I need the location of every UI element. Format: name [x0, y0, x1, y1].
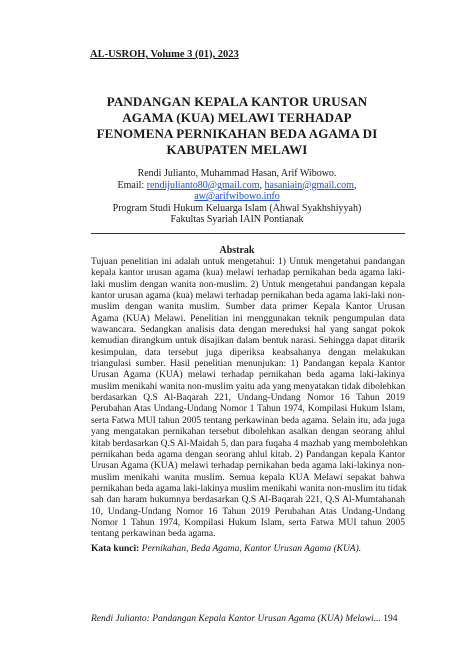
abstract-line: triangulasi sumber. Hasil penelitian menunjukan: 1) Pandangan kepala Kantor: [91, 359, 405, 370]
email-link-rendi[interactable]: rendijulianto80@gmail.com: [146, 179, 260, 191]
abstract-line: wawancara. Sedangkan analisis data dengan mereduksi hal yang sangat pokok: [91, 325, 405, 336]
affiliation-faculty: Fakultas Syariah IAIN Pontianak: [170, 214, 304, 226]
email-link-hasan[interactable]: hasaniain@gmail.com: [264, 179, 354, 191]
keywords-text: Pernikahan, Beda Agama, Kantor Urusan Agama (KUA).: [139, 544, 362, 554]
journal-header: AL-USROH, Volume 3 (01), 2023: [90, 49, 239, 60]
email-line: [40, 180, 434, 192]
paper-title: [40, 94, 434, 158]
abstract-line: berdasarkan Q.S Al-Baqarah 221, Undang-Undang Nomor 16 Tahun 2019: [91, 393, 405, 404]
abstract-line: Nomor 1 Tahun 1974, Kompilasi Hukum Islam, serta Fatwa MUI tahun 2005: [91, 517, 405, 528]
email-separator: ,: [259, 179, 265, 191]
keywords-line: [91, 544, 405, 554]
email-link-arif[interactable]: aw@arifwibowo.info: [194, 191, 280, 203]
abstract-line: muslim menikahi wanita non-muslim yaitu ada yang menyatakan tidak dibolehkan: [91, 381, 406, 392]
abstract-line: Urusan Agama (KUA) melawi terhadap pernikahan beda agama laki-lakinya non-: [91, 461, 405, 472]
title-line: KABUPATEN MELAWI: [166, 142, 308, 157]
abstract-line: Agama (KUA) Melawi. Penelitian ini menggunakan teknik pengumpulan data: [91, 313, 405, 324]
abstract-line: pernikahan beda agama laki-lakinya muslim menikahi wanita non-muslim itu tidak: [91, 483, 407, 494]
abstract-line: 10, Undang-Undang Nomor 16 Tahun 2019 Perubahan Atas Undang-Undang: [91, 506, 405, 517]
abstract-line: laki muslim dengan wanita non-muslim. 2) Untuk mengetahui pandangan kepala: [91, 279, 405, 290]
author-block: [40, 168, 434, 226]
title-line: PANDANGAN KEPALA KANTOR URUSAN: [106, 94, 368, 109]
abstract-line: kesimpulan, data tersebut juga diperiksa keabsahanya dengan melakukan: [91, 347, 405, 358]
abstract-line: Urusan Agama (KUA) melawi terhadap pernikahan beda agama laki-lakinya: [91, 370, 405, 381]
email-separator: ,: [353, 179, 357, 191]
title-line: FENOMENA PERNIKAHAN BEDA AGAMA DI: [96, 126, 378, 141]
abstract-line: tentang perkawinan beda agama.: [91, 529, 216, 540]
abstract-top-rule: [91, 233, 405, 234]
affiliation-program: Program Studi Hukum Keluarga Islam (Ahwal Syakhshiyyah): [112, 202, 362, 214]
abstract-line: kepala kantor urusan agama (kua) melawi terhadap pernikahan beda agama laki-: [91, 268, 405, 279]
author-names: Rendi Julianto, Muhammad Hasan, Arif Wibowo.: [137, 168, 337, 179]
abstract-line: muslim dengan wanita muslim. Sumber data primer Kepala Kantor Urusan: [91, 302, 405, 313]
abstract-line: serta Fatwa MUI tahun 2005 tentang perkawinan beda agama. Selain itu, ada juga: [91, 415, 405, 426]
abstract-line: kemudian dirangkum untuk disajikan dalam bentuk narasi. Sehingga dapat ditarik: [91, 336, 405, 347]
abstract-line: Tujuan penelitian ini adalah untuk mengetahui: 1) Untuk mengetahui pandangan: [91, 257, 405, 267]
running-head: Rendi Julianto: Pandangan Kepala Kantor Urusan Agama (KUA) Melawi...: [91, 614, 381, 624]
abstract-heading: Abstrak: [219, 245, 255, 256]
abstract-body: [91, 257, 408, 541]
email-label: Email:: [117, 179, 147, 191]
email-line-2: [40, 191, 434, 203]
abstract-line: yang mengatakan pernikahan tersebut dibolehkan asalkan dengan seorang ahlul: [91, 427, 405, 438]
page-number: 194: [383, 614, 398, 624]
abstract-line: muslim menikahi wanita muslim. Semua kepala KUA Melawi sepakat bahwa: [91, 472, 405, 483]
abstract-line: sah dan haram hukumnya berdasarkan Q.S Al-Baqarah 221, Q.S Al-Mumtahanah: [91, 495, 405, 506]
abstract-line: Perubahan Atas Undang-Undang Nomor 1 Tahun 1974, Kompilasi Hukum Islam,: [91, 404, 405, 415]
title-line: AGAMA (KUA) MELAWI TERHADAP: [122, 110, 352, 125]
abstract-line: kantor urusan agama (kua) melawi terhadap pernikahan beda agama laki-laki non-: [91, 291, 405, 302]
abstract-line: pernikahan beda agama dengan seorang ahlul kitab. 2) Pandangan kepala Kantor: [91, 449, 405, 460]
abstract-line: kitab berdasarkan Q.S Al-Maidah 5, dan para fuqaha 4 mazhab yang membolehkan: [91, 438, 408, 449]
keywords-label: Kata kunci:: [91, 544, 140, 554]
page-footer: [91, 614, 405, 624]
